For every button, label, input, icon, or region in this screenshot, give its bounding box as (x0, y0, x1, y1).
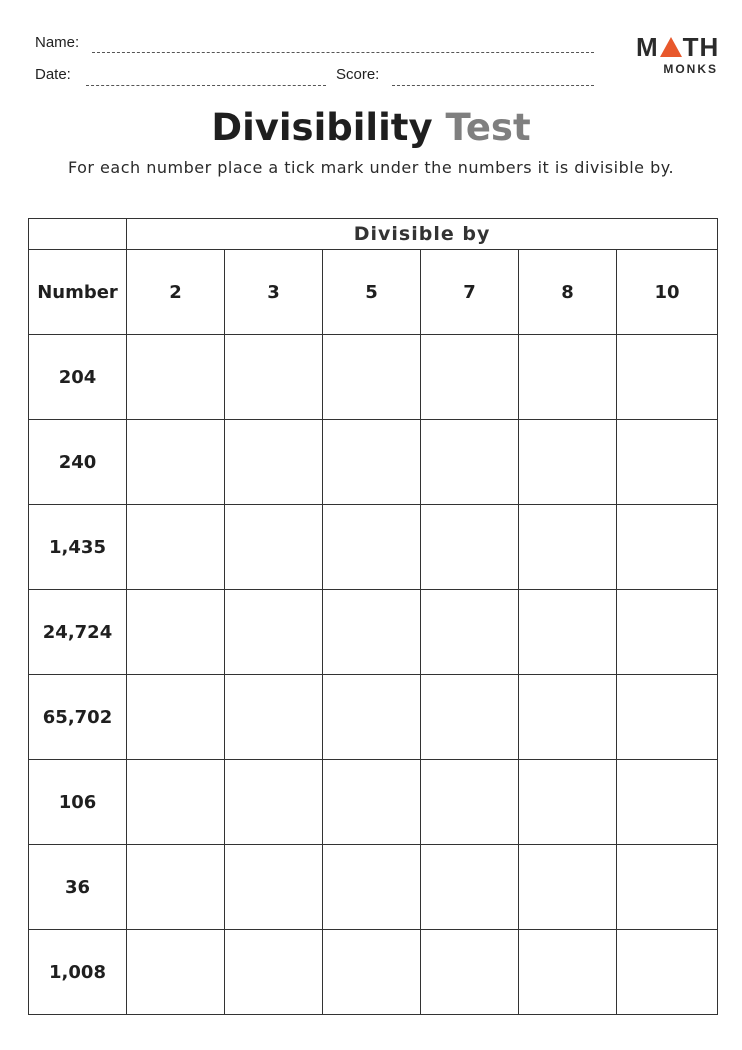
tick-cell[interactable] (617, 335, 718, 420)
tick-cell[interactable] (225, 335, 323, 420)
tick-cell[interactable] (519, 590, 617, 675)
tick-cell[interactable] (127, 930, 225, 1015)
tick-cell[interactable] (127, 420, 225, 505)
tick-cell[interactable] (225, 760, 323, 845)
corner-cell (29, 219, 127, 250)
divisor-header: 7 (421, 250, 519, 335)
table-row (29, 675, 718, 760)
tick-cell[interactable] (617, 590, 718, 675)
tick-cell[interactable] (323, 505, 421, 590)
number-cell: 65,702 (29, 675, 127, 760)
math-monks-logo (636, 34, 720, 76)
tick-cell[interactable] (323, 675, 421, 760)
tick-cell[interactable] (323, 930, 421, 1015)
logo-wordmark (636, 34, 720, 60)
tick-cell[interactable] (617, 505, 718, 590)
tick-cell[interactable] (617, 675, 718, 760)
title-part-1: Divisibility (211, 106, 433, 149)
score-label: Score: (336, 66, 380, 83)
tick-cell[interactable] (225, 845, 323, 930)
instructions: For each number place a tick mark under the numbers it is divisible by. (67, 158, 675, 177)
tick-cell[interactable] (421, 930, 519, 1015)
tick-cell[interactable] (323, 590, 421, 675)
tick-cell[interactable] (519, 505, 617, 590)
table-row (29, 845, 718, 930)
logo-text-left: M (636, 32, 659, 62)
date-label: Date: (35, 66, 71, 83)
divisibility-table (28, 218, 718, 1015)
name-field[interactable] (92, 52, 594, 53)
divisor-header: 3 (225, 250, 323, 335)
number-cell: 36 (29, 845, 127, 930)
tick-cell[interactable] (421, 760, 519, 845)
tick-cell[interactable] (127, 845, 225, 930)
date-field[interactable] (86, 85, 326, 86)
divisor-header: 10 (617, 250, 718, 335)
number-cell: 1,008 (29, 930, 127, 1015)
tick-cell[interactable] (225, 420, 323, 505)
tick-cell[interactable] (421, 335, 519, 420)
tick-cell[interactable] (323, 420, 421, 505)
divisor-header: 8 (519, 250, 617, 335)
tick-cell[interactable] (421, 420, 519, 505)
divisor-header: 2 (127, 250, 225, 335)
tick-cell[interactable] (519, 930, 617, 1015)
tick-cell[interactable] (127, 590, 225, 675)
tick-cell[interactable] (225, 590, 323, 675)
logo-subtext: MONKS (663, 62, 718, 76)
tick-cell[interactable] (421, 505, 519, 590)
tick-cell[interactable] (617, 420, 718, 505)
table-row (29, 760, 718, 845)
table-row (29, 505, 718, 590)
table-row (29, 930, 718, 1015)
divisor-header: 5 (323, 250, 421, 335)
tick-cell[interactable] (421, 590, 519, 675)
tick-cell[interactable] (617, 760, 718, 845)
number-column-header: Number (29, 250, 127, 335)
table-row (29, 420, 718, 505)
score-field[interactable] (392, 85, 594, 86)
title-part-2: Test (445, 106, 531, 149)
tick-cell[interactable] (421, 845, 519, 930)
triangle-icon (660, 37, 682, 57)
table-row (29, 335, 718, 420)
tick-cell[interactable] (421, 675, 519, 760)
name-label: Name: (35, 34, 80, 51)
tick-cell[interactable] (617, 845, 718, 930)
number-cell: 1,435 (29, 505, 127, 590)
divisible-by-header: Divisible by (127, 219, 718, 250)
tick-cell[interactable] (617, 930, 718, 1015)
tick-cell[interactable] (519, 420, 617, 505)
tick-cell[interactable] (127, 335, 225, 420)
page-title (0, 104, 742, 152)
logo-text-right: TH (682, 32, 720, 62)
tick-cell[interactable] (519, 760, 617, 845)
number-cell: 24,724 (29, 590, 127, 675)
tick-cell[interactable] (127, 675, 225, 760)
tick-cell[interactable] (519, 335, 617, 420)
table-row (29, 590, 718, 675)
number-cell: 106 (29, 760, 127, 845)
tick-cell[interactable] (323, 845, 421, 930)
tick-cell[interactable] (225, 675, 323, 760)
tick-cell[interactable] (519, 675, 617, 760)
tick-cell[interactable] (519, 845, 617, 930)
number-cell: 204 (29, 335, 127, 420)
tick-cell[interactable] (127, 505, 225, 590)
number-cell: 240 (29, 420, 127, 505)
tick-cell[interactable] (323, 335, 421, 420)
tick-cell[interactable] (127, 760, 225, 845)
tick-cell[interactable] (225, 930, 323, 1015)
tick-cell[interactable] (323, 760, 421, 845)
tick-cell[interactable] (225, 505, 323, 590)
